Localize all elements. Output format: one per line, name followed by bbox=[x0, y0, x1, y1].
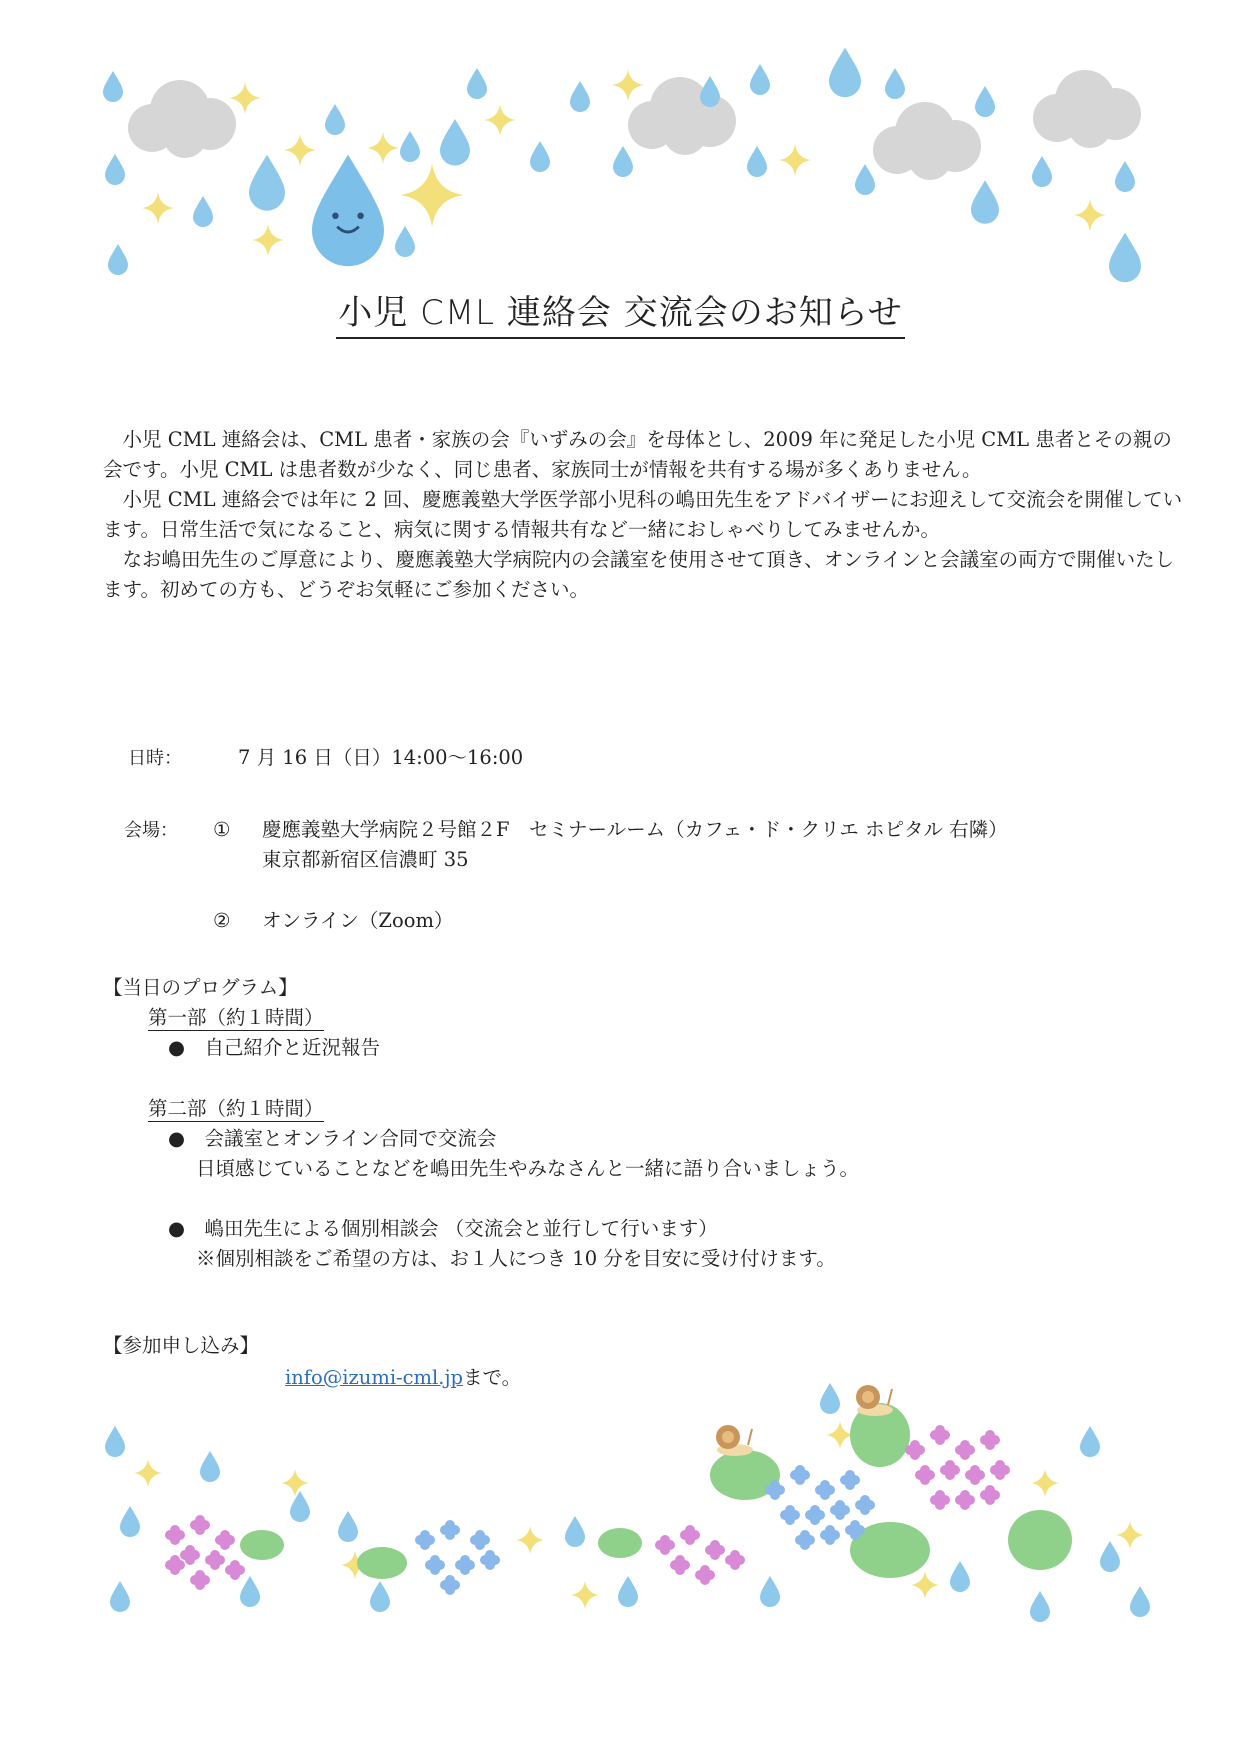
venue-address: 東京都新宿区信濃町 35 bbox=[262, 848, 469, 871]
datetime-label: 日時： bbox=[128, 748, 182, 769]
raindrop-icon bbox=[249, 155, 285, 211]
email-link[interactable]: info@izumi-cml.jp bbox=[285, 1366, 464, 1389]
intro-paragraph: 小児 CML 連絡会では年に 2 回、慶應義塾大学医学部小児科の嶋田先生をアドバイザーにお迎えして交流会を開催しています。日常生活で気になること、病気に関する情報共有など一緒におしゃべりしてみませんか。 bbox=[103, 488, 1183, 541]
apply-heading: 【参加申し込み】 bbox=[103, 1334, 260, 1357]
part2-bullet-1-note: 日頃感じていることなどを嶋田先生やみなさんと一緒に語り合いましょう。 bbox=[196, 1157, 860, 1180]
datetime-row bbox=[128, 743, 182, 774]
raindrop-icon bbox=[829, 48, 861, 98]
page-title-text: 小児 CML 連絡会 交流会のお知らせ bbox=[336, 293, 904, 339]
part1-title-text: 第一部（約１時間） bbox=[148, 1006, 324, 1029]
venue-label: 会場： bbox=[124, 820, 178, 841]
sparkle-icon bbox=[400, 163, 464, 227]
intro-paragraph: 小児 CML 連絡会は、CML 患者・家族の会『いずみの会』を母体とし、2009 年に発足した小児 CML 患者とその親の会です。小児 CML は患者数が少なく、同じ患者、家族同士が情報を共有する場が多くありません。 bbox=[103, 428, 1172, 481]
part2-bullet-1-text: 会議室とオンライン合同で交流会 bbox=[204, 1127, 497, 1150]
part2-bullet-1: ● 会議室とオンライン合同で交流会 bbox=[168, 1127, 497, 1150]
leaf-icon bbox=[240, 1403, 1072, 1579]
venue-label-row bbox=[124, 815, 178, 846]
cloud-icon bbox=[128, 80, 236, 158]
hydrangea-icon bbox=[765, 1465, 875, 1550]
snail-icon bbox=[716, 1425, 753, 1456]
cloud-icon bbox=[1033, 70, 1141, 148]
hydrangea-icon bbox=[655, 1525, 745, 1585]
venue-marker-1: ① bbox=[213, 818, 231, 841]
venue-online: オンライン（Zoom） bbox=[262, 909, 454, 932]
part1-bullet: ● 自己紹介と近況報告 bbox=[168, 1036, 381, 1059]
part1-bullet-text: 自己紹介と近況報告 bbox=[204, 1036, 381, 1059]
venue-marker-2: ② bbox=[213, 909, 231, 932]
hydrangea-decoration bbox=[0, 1355, 1241, 1675]
cloud-icon bbox=[873, 102, 981, 180]
raindrop-icon bbox=[440, 119, 470, 166]
cloud-icon bbox=[628, 77, 736, 155]
intro-paragraph: なお嶋田先生のご厚意により、慶應義塾大学病院内の会議室を使用させて頂き、オンラインと会議室の両方で開催いたします。初めての方も、どうぞお気軽にご参加ください。 bbox=[103, 548, 1175, 601]
raindrop-icon bbox=[971, 180, 999, 223]
smiling-raindrop-icon bbox=[312, 155, 384, 267]
part2-title bbox=[148, 1093, 324, 1121]
part2-bullet-2: ● 嶋田先生による個別相談会 （交流会と並行して行います） bbox=[168, 1217, 718, 1240]
hydrangea-icon bbox=[905, 1425, 1010, 1510]
intro-text bbox=[103, 425, 1183, 605]
part2-bullet-2-text: 嶋田先生による個別相談会 （交流会と並行して行います） bbox=[204, 1217, 718, 1240]
hydrangea-icon bbox=[165, 1515, 245, 1590]
part2-title-text: 第二部（約１時間） bbox=[148, 1097, 324, 1120]
part2-bullet-2-note: ※個別相談をご希望の方は、お１人につき 10 分を目安に受け付けます。 bbox=[196, 1247, 836, 1270]
page-title bbox=[0, 285, 1241, 334]
raindrop-icon bbox=[1109, 233, 1141, 283]
datetime-value: 7 月 16 日（日）14:00～16:00 bbox=[238, 746, 524, 769]
part1-title bbox=[148, 1002, 324, 1030]
apply-suffix: まで。 bbox=[463, 1366, 522, 1389]
snail-icon bbox=[856, 1385, 893, 1416]
rain-cloud-decoration bbox=[0, 0, 1241, 300]
hydrangea-icon bbox=[415, 1520, 500, 1595]
program-heading: 【当日のプログラム】 bbox=[103, 976, 298, 999]
venue-line-1: 慶應義塾大学病院２号館２F セミナールーム（カフェ・ド・クリエ ホピタル 右隣） bbox=[262, 818, 1008, 841]
